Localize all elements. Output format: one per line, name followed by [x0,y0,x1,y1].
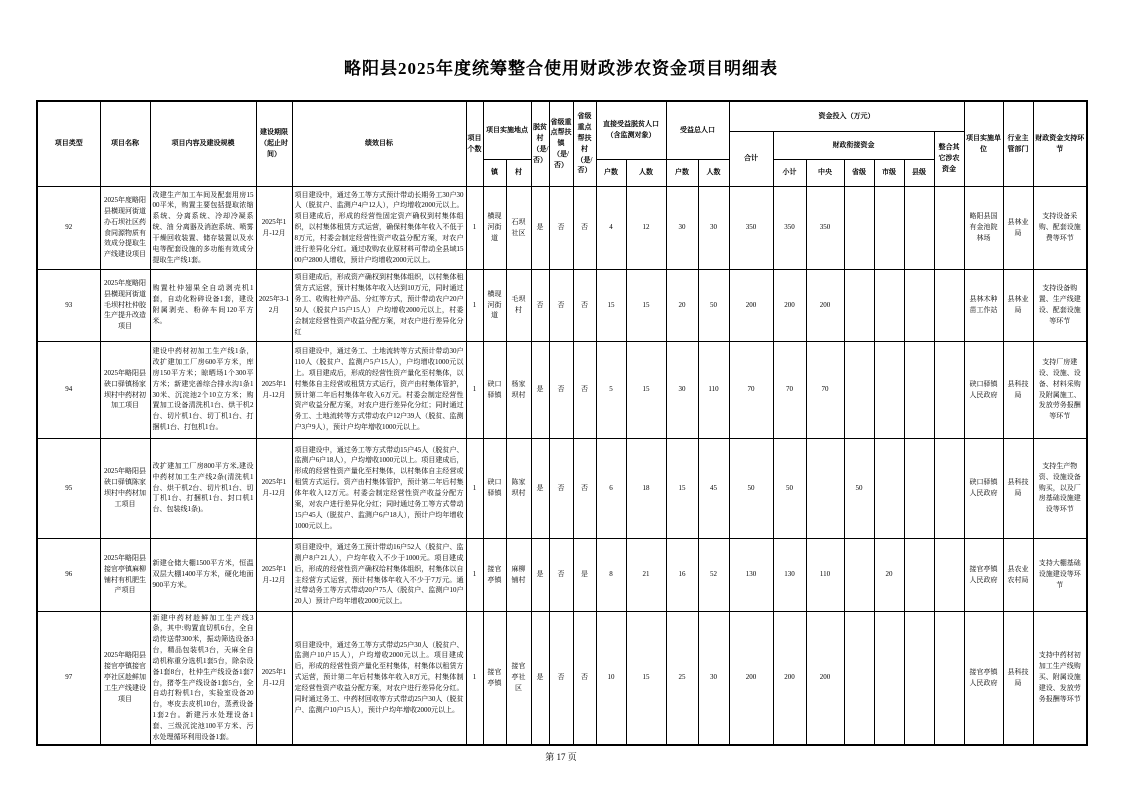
cell-fund-other [934,438,964,538]
col-stage: 财政资金支持环节 [1033,101,1087,186]
cell-count: 1 [466,538,483,611]
cell-fund-county [904,341,934,438]
cell-direct-households: 4 [596,186,626,269]
cell-town: 硖口驿镇 [483,341,506,438]
cell-fund-county [904,269,934,341]
cell-project-name: 2025年度略阳县横现河街道毛坝村杜仲胶生产提升改造项目 [100,269,150,341]
cell-total-households: 15 [666,438,698,538]
cell-fund-central: 200 [806,611,844,745]
cell-dept: 县科技局 [1003,438,1033,538]
cell-direct-households: 5 [596,341,626,438]
cell-fund-central: 70 [806,341,844,438]
cell-dept: 县农业农村局 [1003,538,1033,611]
cell-dept: 县林业局 [1003,186,1033,269]
cell-total-people: 30 [698,611,729,745]
cell-content: 改扩建加工厂房800平方米,建设中药材加工生产线2条(清洗机1台、烘干机2台、切片机1台、切丁机1台、打捆机1台、封口机1台、包装线1条)。 [150,438,256,538]
cell-seq: 94 [37,341,100,438]
cell-direct-households: 6 [596,438,626,538]
col-fund-central: 中央 [806,159,844,186]
cell-total-people: 50 [698,269,729,341]
cell-fund-province [844,538,874,611]
cell-fund-total: 200 [729,611,773,745]
cell-fund-total: 200 [729,269,773,341]
cell-fund-total: 70 [729,341,773,438]
col-content: 项目内容及建设规模 [150,101,256,186]
cell-poor-village: 是 [531,186,549,269]
cell-total-households: 16 [666,538,698,611]
cell-content: 购置杜仲翅果全自动剥壳机1套，自动化粉碎设备1套，建设附属剥壳、粉碎车间120平方米。 [150,269,256,341]
cell-stage: 支持厂房建设、设施、设备、材料采购及附属施工、发放劳务报酬等环节 [1033,341,1087,438]
cell-village: 接官亭社区 [506,611,531,745]
cell-key-town: 否 [549,269,573,341]
cell-key-town: 否 [549,538,573,611]
cell-fund-city [874,186,904,269]
col-direct-households: 户数 [596,159,626,186]
cell-fund-city [874,269,904,341]
col-period: 建设期限（起止时间） [256,101,292,186]
cell-fund-other [934,341,964,438]
cell-fund-province [844,341,874,438]
cell-key-town: 否 [549,186,573,269]
col-direct-group: 直接受益脱贫人口（含监测对象） [596,101,666,159]
col-project-type: 项目类型 [37,101,100,186]
cell-total-households: 30 [666,186,698,269]
col-village: 村 [506,159,531,186]
cell-fund-city: 20 [874,538,904,611]
cell-fund-other [934,269,964,341]
col-total-group: 受益总人口 [666,101,729,159]
table-header [37,101,1087,186]
cell-content: 建设中药材初加工生产线1条，改扩建加工厂房600平方米，库房150平方米；晾晒场1个300平方米；新建完善综合排水沟1条130米、沉淀池2个10立方米；购置加工设备清洗机1台、烘干机2台、切片机1台、切丁机1台、打捆机1台、打包机1台。 [150,341,256,438]
cell-direct-households: 10 [596,611,626,745]
cell-content: 新建仓储大棚1500平方米，恒温双层大棚1400平方米，硬化地面900平方米。 [150,538,256,611]
cell-count: 1 [466,611,483,745]
cell-fund-province [844,186,874,269]
cell-village: 杨家坝村 [506,341,531,438]
cell-unit: 硖口驿镇人民政府 [964,341,1003,438]
col-location-group: 项目实施地点 [483,101,531,159]
col-fund-subtotal: 小计 [773,159,806,186]
cell-key-village: 否 [573,341,596,438]
cell-direct-people: 21 [626,538,666,611]
cell-fund-city [874,611,904,745]
page-title: 略阳县2025年度统筹整合使用财政涉农资金项目明细表 [344,59,778,78]
cell-key-village: 否 [573,438,596,538]
cell-fund-city [874,341,904,438]
cell-fund-subtotal: 50 [773,438,806,538]
cell-fund-subtotal: 70 [773,341,806,438]
cell-fund-county [904,538,934,611]
cell-total-people: 45 [698,438,729,538]
cell-count: 1 [466,186,483,269]
cell-fund-province [844,611,874,745]
cell-period: 2025年1月-12月 [256,611,292,745]
cell-dept: 县林业局 [1003,269,1033,341]
cell-key-town: 否 [549,341,573,438]
cell-village: 麻柳铺村 [506,538,531,611]
cell-fund-province: 50 [844,438,874,538]
cell-fund-total: 50 [729,438,773,538]
cell-stage: 支持中药材初加工生产线购买、附属设施建设、发放劳务报酬等环节 [1033,611,1087,745]
cell-direct-people: 15 [626,611,666,745]
col-total-people: 人数 [698,159,729,186]
cell-project-name: 2025年略阳县硖口驿镇陈家坝村中药材加工项目 [100,438,150,538]
cell-town: 硖口驿镇 [483,438,506,538]
col-total-households: 户数 [666,159,698,186]
cell-content: 改建生产加工车间及配套用房1500平米，购置主要包括提取浓缩系统、分离系统、冷却冷凝系统、油 分离器及消泡系统、喷雾干燥回收装置、储存装置以及水电等配套设施的多功能有效成分提取生产线1套。 [150,186,256,269]
cell-content: 新建中药材趁鲜加工生产线3条，其中:购置直切机6台，全自动传送带300米，振动筛选设备3台，精品包装机3台，天麻全自动机称重分选机1套5台，除杂设备1套8台，杜仲生产线设备1套7台，猪苓生产线设备1套5台，全自动打粉机1台，实验室设备20台，枣皮去皮机10台，蒸煮设备1套2台。新建污水处理设备1套、三级沉淀池100平方米、污水处理循环利用设备1套。 [150,611,256,745]
col-goal: 绩效目标 [292,101,466,186]
cell-key-town: 否 [549,438,573,538]
col-fund-province: 省级 [844,159,874,186]
cell-fund-central [806,438,844,538]
cell-fund-subtotal: 200 [773,611,806,745]
cell-key-village: 否 [573,186,596,269]
cell-goal: 项目建设中，通过务工等方式带动25户30人（脱贫户、监测户10户15人），户均增收2000元以上。项目建成后，形成的经营性资产量化至村集体，村集体以租赁方式运营，预计第二年后村集体年收入8万元，村集体制定经营性资产收益分配方案，对农户进行差异化分红。同时通过务工、中药材回收等方式带动25户30人（脱贫户、监测户10户15人），预计户均年增收2000元以上。 [292,611,466,745]
cell-total-people: 110 [698,341,729,438]
cell-count: 1 [466,438,483,538]
cell-unit: 县林木种苗工作站 [964,269,1003,341]
cell-direct-households: 15 [596,269,626,341]
cell-village: 毛坝村 [506,269,531,341]
cell-period: 2025年3-12月 [256,269,292,341]
table-row [37,438,1087,538]
page-number: 第 17 页 [545,752,577,762]
cell-period: 2025年1月-12月 [256,341,292,438]
cell-total-people: 30 [698,186,729,269]
cell-period: 2025年1月-12月 [256,438,292,538]
table-row [37,611,1087,745]
col-direct-people: 人数 [626,159,666,186]
cell-key-town: 否 [549,611,573,745]
cell-fund-subtotal: 200 [773,269,806,341]
cell-total-households: 30 [666,341,698,438]
table-row [37,186,1087,269]
cell-goal: 项目建设中，通过务工预计带动16户52人（脱贫户、监测户8户21人），户均年收入不少于1000元。项目建成后，形成的经营性资产确权给村集体组织，村集体以自主经营方式运营，预计村集体年收入不少于7万元。通过带动务工等方式带动20户75人（脱贫户、监测户10户20人）预计户均年增收2000元以上。 [292,538,466,611]
cell-goal: 项目建设中，通过务工等方式预计带动长期务工30户30人（脱贫户、监测户4户12人），户均增收2000元以上。项目建成后，形成的经营性固定资产确权到村集体组织，以村集体租赁方式运营，确保村集体年收入不低于8万元，村委会制定经营性资产收益分配方案，对农户进行差异化分红。通过收购农业原材料可带动全县域1500户2800人增收，预计户均增收2000元以上。 [292,186,466,269]
col-key-town: 省级重点帮扶镇（是/否） [549,101,573,186]
cell-village: 石坝社区 [506,186,531,269]
cell-seq: 93 [37,269,100,341]
cell-count: 1 [466,341,483,438]
table-row [37,538,1087,611]
cell-key-village: 否 [573,611,596,745]
col-fund-group: 资金投入（万元） [729,101,964,131]
cell-total-people: 52 [698,538,729,611]
cell-poor-village: 否 [531,269,549,341]
cell-unit: 接官亭镇人民政府 [964,538,1003,611]
cell-project-name: 2025年略阳县硖口驿镇杨家坝村中药材初加工项目 [100,341,150,438]
cell-total-households: 20 [666,269,698,341]
cell-key-village: 否 [573,269,596,341]
cell-town: 接官亭镇 [483,611,506,745]
col-key-village: 省级重点帮扶村（是/否） [573,101,596,186]
cell-fund-subtotal: 350 [773,186,806,269]
table-row [37,341,1087,438]
cell-fund-other [934,186,964,269]
cell-direct-people: 12 [626,186,666,269]
cell-seq: 97 [37,611,100,745]
col-unit: 项目实施单位 [964,101,1003,186]
cell-fund-county [904,611,934,745]
col-linkage-group: 财政衔接资金 [773,131,934,159]
table-body [37,186,1087,745]
cell-direct-households: 8 [596,538,626,611]
cell-fund-central: 200 [806,269,844,341]
cell-seq: 96 [37,538,100,611]
cell-fund-central: 350 [806,186,844,269]
cell-goal: 项目建成后，形成资产确权到村集体组织，以村集体租赁方式运营，预计村集体年收入达到10万元，同时通过务工、收购杜仲产品、分红等方式，预计带动农户20户50人（脱贫户15户15人） 户均增收2000元以上，村委会制定经营性资产收益分配方案，对农户进行差异化分红 [292,269,466,341]
cell-dept: 县科技局 [1003,611,1033,745]
col-project-name: 项目名称 [100,101,150,186]
cell-seq: 95 [37,438,100,538]
cell-total-households: 25 [666,611,698,745]
cell-direct-people: 15 [626,269,666,341]
cell-goal: 项目建设中，通过务工等方式带动15户45人（脱贫户、监测户6户18人），户均增收1000元以上。项目建成后，形成的经营性资产量化至村集体，以村集体自主经营或租赁方式运行。资产由村集体管护，预计第二年后村集体年收入12万元。村委会制定经营性资产收益分配方案，对农户进行差异化分红；同时通过务工等方式带动15户45人（脱贫户、监测户6户18人），预计户均年增收1000元以上。 [292,438,466,538]
cell-period: 2025年1月-12月 [256,186,292,269]
cell-fund-total: 350 [729,186,773,269]
cell-key-village: 是 [573,538,596,611]
cell-village: 陈家坝村 [506,438,531,538]
col-fund-total: 合计 [729,131,773,186]
cell-poor-village: 是 [531,341,549,438]
col-fund-county: 县级 [904,159,934,186]
cell-direct-people: 18 [626,438,666,538]
cell-direct-people: 15 [626,341,666,438]
cell-stage: 支持设备购置、生产线建设、配套设施等环节 [1033,269,1087,341]
cell-project-name: 2025年度略阳县横现河街道办石坝社区药食同源物质有效成分提取生产线建设项目 [100,186,150,269]
cell-unit: 接官亭镇人民政府 [964,611,1003,745]
cell-town: 接官亭镇 [483,538,506,611]
cell-goal: 项目建设中，通过务工、土地流转等方式预计带动30户110人（脱贫户、监测户5户15人），户均增收1000元以上。项目建成后，形成的经营性资产量化至村集体，以村集体自主经营或租赁方式运行，资产由村集体管护，预计第二年后村集体年收入6万元。村委会制定经营性资产收益分配方案，对农户进行差异化分红；同时通过务工、土地流转等方式带动农户12户39人（脱贫、监测户3户9人），预计户均年增收1000元以上。 [292,341,466,438]
col-count: 项目个数 [466,101,483,186]
cell-stage: 支持大棚基础设施建设等环节 [1033,538,1087,611]
cell-period: 2025年1月-12月 [256,538,292,611]
cell-fund-county [904,186,934,269]
col-fund-other: 整合其它涉农资金 [934,131,964,186]
projects-table [36,100,1088,746]
cell-fund-other [934,538,964,611]
cell-unit: 略阳县国有金池院林场 [964,186,1003,269]
cell-fund-subtotal: 130 [773,538,806,611]
cell-seq: 92 [37,186,100,269]
cell-project-name: 2025年略阳县接官亭镇接官亭社区趁鲜加工生产线建设项目 [100,611,150,745]
cell-fund-county [904,438,934,538]
cell-town: 横现河街道 [483,269,506,341]
cell-fund-total: 130 [729,538,773,611]
cell-poor-village: 是 [531,611,549,745]
cell-fund-other [934,611,964,745]
col-town: 镇 [483,159,506,186]
cell-fund-city [874,438,904,538]
cell-stage: 支持设备采购、配套设施费等环节 [1033,186,1087,269]
cell-fund-province [844,269,874,341]
cell-project-name: 2025年略阳县接官亭镇麻柳铺村有机肥生产项目 [100,538,150,611]
cell-poor-village: 是 [531,438,549,538]
cell-count: 1 [466,269,483,341]
cell-poor-village: 是 [531,538,549,611]
table-row [37,269,1087,341]
cell-unit: 硖口驿镇人民政府 [964,438,1003,538]
cell-town: 横现河街道 [483,186,506,269]
col-fund-city: 市级 [874,159,904,186]
cell-stage: 支持生产物资、设施设备购买，以及厂房基础设施建设等环节 [1033,438,1087,538]
col-poor-village: 脱贫村（是/否） [531,101,549,186]
col-dept: 行业主管部门 [1003,101,1033,186]
cell-fund-central: 110 [806,538,844,611]
cell-dept: 县科技局 [1003,341,1033,438]
